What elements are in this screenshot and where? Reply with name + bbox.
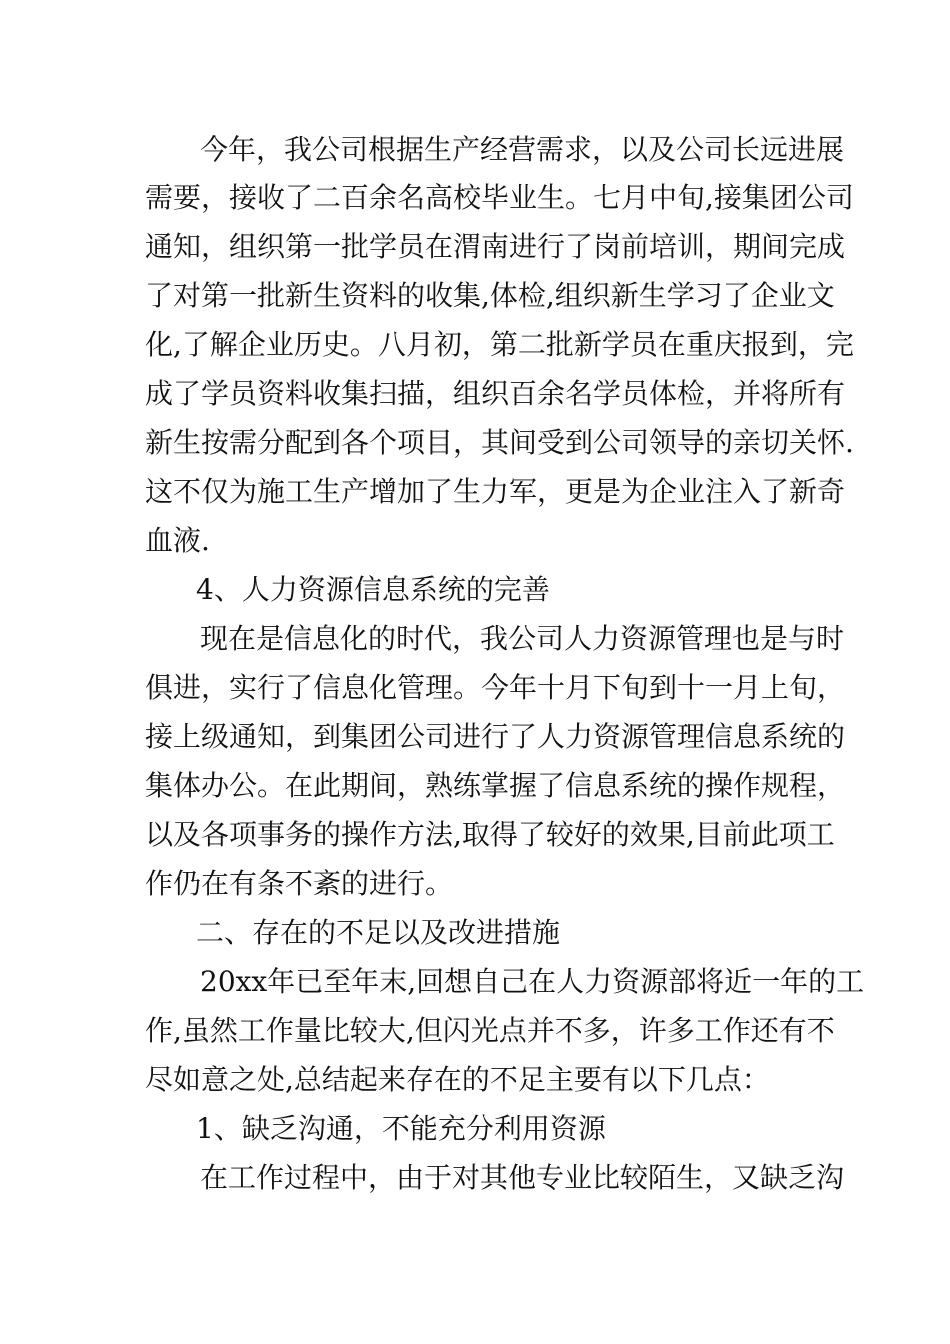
paragraph-line: 作仍在有条不紊的进行。 <box>145 867 454 900</box>
paragraph-line: 接上级通知，到集团公司进行了人力资源管理信息系统的 <box>145 720 846 753</box>
paragraph-line: 俱进，实行了信息化管理。今年十月下旬到十一月上旬， <box>145 671 846 704</box>
section-heading: 4、人力资源信息系统的完善 <box>196 573 550 606</box>
section-heading: 1、缺乏沟通，不能充分利用资源 <box>196 1112 606 1145</box>
paragraph-line: 以及各项事务的操作方法,取得了较好的效果,目前此项工 <box>145 818 835 851</box>
paragraph-line: 了对第一批新生资料的收集,体检,组织新生学习了企业文 <box>145 279 835 312</box>
paragraph-line: 成了学员资料收集扫描，组织百余名学员体检，并将所有 <box>145 377 846 410</box>
paragraph-line: 尽如意之处,总结起来存在的不足主要有以下几点： <box>145 1063 770 1096</box>
paragraph-line: 需要，接收了二百余名高校毕业生。七月中旬,接集团公司 <box>145 181 854 214</box>
paragraph-line: 在工作过程中，由于对其他专业比较陌生，又缺乏沟 <box>200 1161 845 1194</box>
section-heading: 二、存在的不足以及改进措施 <box>196 916 561 949</box>
paragraph-line: 通知，组织第一批学员在渭南进行了岗前培训，期间完成 <box>145 230 846 263</box>
paragraph-line: 化,了解企业历史。八月初，第二批新学员在重庆报到，完 <box>145 328 854 361</box>
paragraph-line: 今年，我公司根据生产经营需求，以及公司长远进展 <box>200 133 845 166</box>
paragraph-line: 这不仅为施工生产增加了生力军，更是为企业注入了新奇 <box>145 475 846 508</box>
paragraph-line: 新生按需分配到各个项目，其间受到公司领导的亲切关怀. <box>145 426 854 459</box>
paragraph-line: 现在是信息化的时代，我公司人力资源管理也是与时 <box>200 622 845 655</box>
paragraph-line: 作,虽然工作量比较大,但闪光点并不多，许多工作还有不 <box>145 1014 835 1047</box>
paragraph-line: 血液. <box>145 524 210 557</box>
paragraph-line: 20xx年已至年末,回想自己在人力资源部将近一年的工 <box>200 965 865 998</box>
paragraph-line: 集体办公。在此期间，熟练掌握了信息系统的操作规程， <box>145 769 846 802</box>
